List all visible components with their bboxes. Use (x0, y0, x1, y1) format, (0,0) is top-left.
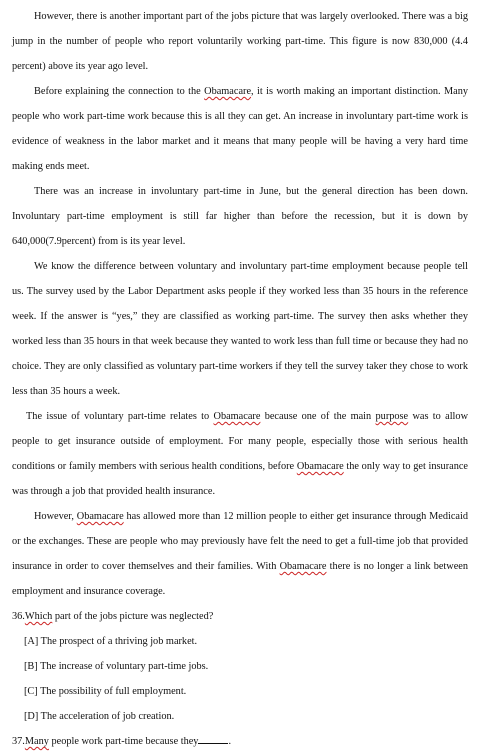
paragraph-5-text-c: was to allow people to get insurance outside of employment. For many people, especially those with serious health conditions or family members with serious health conditions, before (12, 411, 469, 472)
option-d: [D] The acceleration of job creation. (24, 711, 175, 722)
paragraph-1: However, there is another important part of the jobs picture that was largely overlooked. There was a big jump in the number of people who report voluntarily working part-time. This figure is now 830,000 (4.4 percent) above its year ago level. (12, 11, 468, 72)
obamacare-term: Obamacare (213, 411, 261, 422)
paragraph-3: There was an increase in involuntary part-time in June, but the general direction has been down. Involuntary part-time employment is still far higher than before the recession, but it is down by 640,000(7.9percent) from is its year level. (12, 186, 468, 247)
paragraph-5 (12, 404, 468, 504)
question-37 (12, 729, 468, 754)
option-c: [C] The possibility of full employment. (24, 686, 187, 697)
paragraph-6-text-b: has allowed more than 12 million people to either get insurance through Medicaid or the exchanges. These are people who may previously have felt the need to get a full-time job that provided insurance in order to cover themselves and their families. With (12, 511, 469, 572)
option-b: [B] The increase of voluntary part-time jobs. (24, 661, 209, 672)
question-tail: . (228, 736, 232, 747)
question-36 (12, 604, 468, 629)
paragraph-2-text-b: , it is worth making an important distinction. Many people who work part-time work because this is all they can get. An increase in involuntary part-time work is evidence of weakness in the labor market and it means that many people will be having a very hard time making ends meet. (12, 86, 468, 172)
question-lead-word: Many (24, 736, 49, 747)
paragraph-4: We know the difference between voluntary and involuntary part-time employment because people tell us. The survey used by the Labor Department asks people if they worked less than 35 hours in the reference week. If the answer is “yes,” they are classified as working part-time. The survey then asks whether they worked less than 35 hours in that week because they wanted to work less than full time or because they had no choice. They are only classified as voluntary part-time workers if they tell the survey taker they chose to work less than 35 hours a week. (12, 261, 468, 397)
question-lead-word: Which (24, 611, 53, 622)
obamacare-term: Obamacare (296, 461, 344, 472)
purpose-term: purpose (375, 411, 409, 422)
paragraph-5-text-b: because one of the main (260, 411, 376, 422)
paragraph-6-text-c: there is no longer a link between employment and insurance coverage. (12, 561, 468, 597)
question-text: people work part-time because they (48, 736, 199, 747)
paragraph-6 (12, 504, 468, 604)
paragraph-6-text-a: However, (34, 511, 77, 522)
question-number: 36. (12, 611, 25, 622)
paragraph-5-text-d: the only way to get insurance was through a job that provided health insurance. (12, 461, 468, 497)
paragraph-5-text-a: The issue of voluntary part-time relates to (26, 411, 214, 422)
obamacare-term: Obamacare (279, 561, 327, 572)
paragraph-2 (12, 79, 468, 179)
answer-blank (198, 734, 228, 744)
question-text: part of the jobs picture was neglected? (52, 611, 214, 622)
question-number: 37. (12, 736, 25, 747)
obamacare-term: Obamacare (204, 86, 252, 97)
option-a: [A] The prospect of a thriving job market. (24, 636, 198, 647)
paragraph-2-text-a: Before explaining the connection to the (34, 86, 205, 97)
obamacare-term: Obamacare (76, 511, 124, 522)
